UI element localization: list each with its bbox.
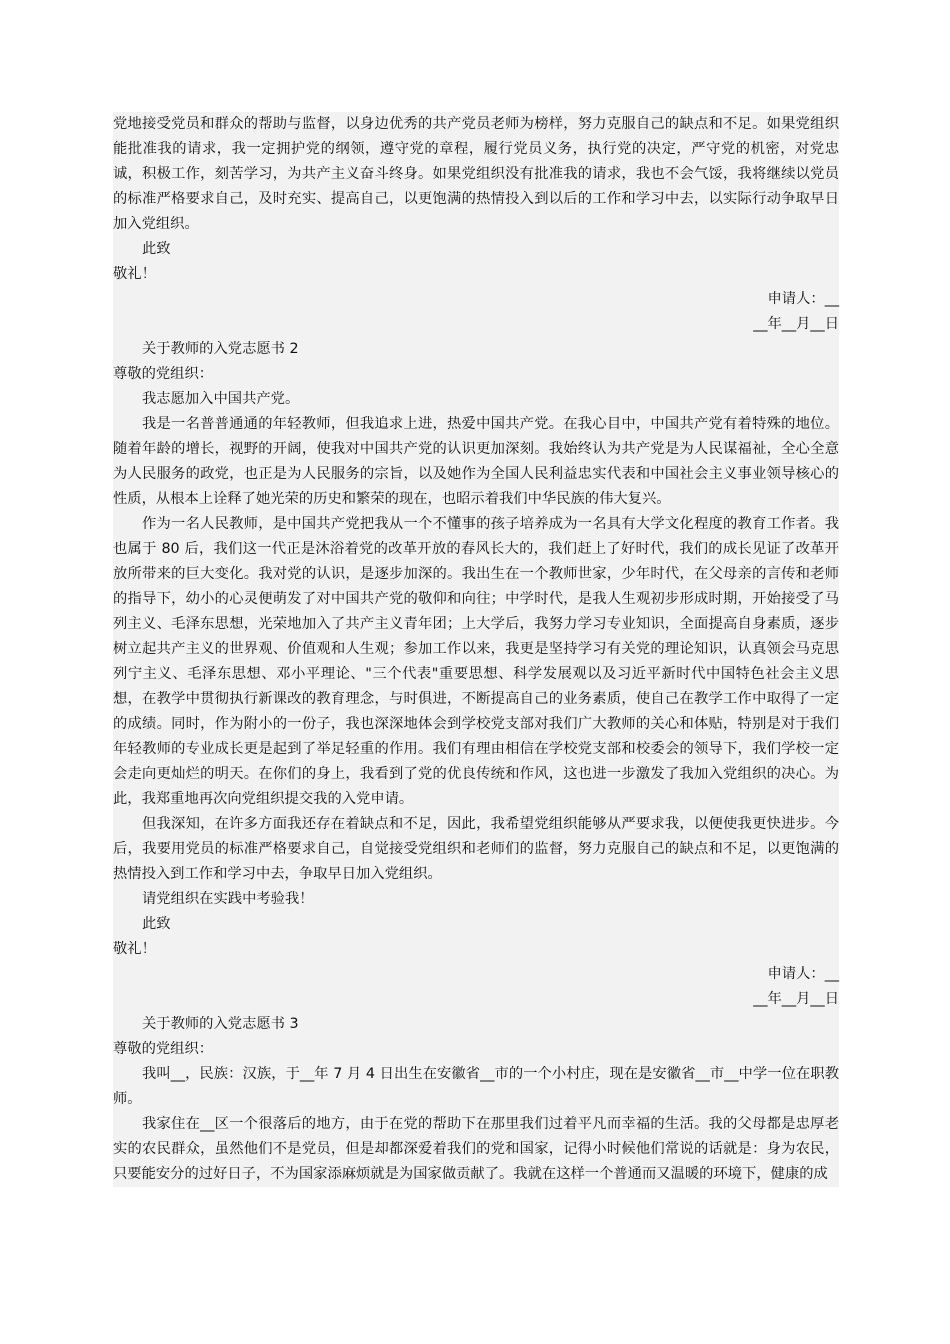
- paragraph: 但我深知，在许多方面我还存在着缺点和不足，因此，我希望党组织能够从严要求我，以便使我更快进步。今后，我要用党员的标准严格要求自己，自觉接受党组织和老师们的监督，努力克服自己的缺点和不足，以更饱满的热情投入到工作和学习中去，争取早日加入党组织。: [113, 812, 839, 887]
- paragraph: 请党组织在实践中考验我！: [113, 887, 839, 912]
- salute-line: 敬礼！: [113, 262, 839, 287]
- paragraph: 作为一名人民教师，是中国共产党把我从一个不懂事的孩子培养成为一名具有大学文化程度的教育工作者。我也属于 80 后，我们这一代正是沐浴着党的改革开放的春风长大的，我们赶上了好时代，我们的成长见证了改革开放所带来的巨大变化。我对党的认识，是逐步加深的。我出生在一个教师世家，少年时代，在父母亲的言传和老师的指导下，幼小的心灵便萌发了对中国共产党的敬仰和向往；中学时代，是我人生观初步形成时期，开始接受了马列主义、毛泽东思想，光荣地加入了共产主义青年团；上大学后，我努力学习专业知识，全面提高自身素质，逐步树立起共产主义的世界观、价值观和人生观；参加工作以来，我更是坚持学习有关党的理论知识，认真领会马克思列宁主义、毛泽东思想、邓小平理论、"三个代表"重要思想、科学发展观以及习近平新时代中国特色社会主义思想，在教学中贯彻执行新课改的教育理念，与时俱进，不断提高自己的业务素质，使自己在教学工作中取得了一定的成绩。同时，作为附小的一份子，我也深深地体会到学校党支部对我们广大教师的关心和体贴，特别是对于我们年轻教师的专业成长更是起到了举足轻重的作用。我们有理由相信在学校党支部和校委会的领导下，我们学校一定会走向更灿烂的明天。在你们的身上，我看到了党的优良传统和作风，这也进一步激发了我加入党组织的决心。为此，我郑重地再次向党组织提交我的入党申请。: [113, 512, 839, 812]
- section-title: 关于教师的入党志愿书 2: [113, 337, 839, 362]
- closing-line: 此致: [113, 237, 839, 262]
- applicant-signature: 申请人：__: [113, 287, 839, 312]
- intro-paragraph: 党地接受党员和群众的帮助与监督，以身边优秀的共产党员老师为榜样，努力克服自己的缺点和不足。如果党组织能批准我的请求，我一定拥护党的纲领，遵守党的章程，履行党员义务，执行党的决定，严守党的机密，对党忠诚，积极工作，刻苦学习，为共产主义奋斗终身。如果党组织没有批准我的请求，我也不会气馁，我将继续以党员的标准严格要求自己，及时充实、提高自己，以更饱满的热情投入到以后的工作和学习中去，以实际行动争取早日加入党组织。: [113, 112, 839, 237]
- section-title: 关于教师的入党志愿书 3: [113, 1012, 839, 1037]
- date-line: __年__月__日: [113, 312, 839, 337]
- paragraph: 我家住在__区一个很落后的地方，由于在党的帮助下在那里我们过着平凡而幸福的生活。我的父母都是忠厚老实的农民群众，虽然他们不是党员，但是却都深爱着我们的党和国家，记得小时候他们常说的话就是：身为农民，只要能安分的过好日子，不为国家添麻烦就是为国家做贡献了。我就在这样一个普通而又温暖的环境下，健康的成: [113, 1112, 839, 1187]
- date-line: __年__月__日: [113, 987, 839, 1012]
- closing-line: 此致: [113, 912, 839, 937]
- document-body: [113, 112, 839, 1187]
- greeting: 尊敬的党组织：: [113, 1037, 839, 1062]
- applicant-signature: 申请人：__: [113, 962, 839, 987]
- salute-line: 敬礼！: [113, 937, 839, 962]
- paragraph: 我是一名普普通通的年轻教师，但我追求上进，热爱中国共产党。在我心目中，中国共产党有着特殊的地位。随着年龄的增长，视野的开阔，使我对中国共产党的认识更加深刻。我始终认为共产党是为人民谋福祉，全心全意为人民服务的政党，也正是为人民服务的宗旨，以及她作为全国人民利益忠实代表和中国社会主义事业领导核心的性质，从根本上诠释了她光荣的历史和繁荣的现在，也昭示着我们中华民族的伟大复兴。: [113, 412, 839, 512]
- greeting: 尊敬的党组织：: [113, 362, 839, 387]
- paragraph: 我志愿加入中国共产党。: [113, 387, 839, 412]
- paragraph: 我叫__，民族：汉族，于__年 7 月 4 日出生在安徽省__市的一个小村庄，现在是安徽省__市__中学一位在职教师。: [113, 1062, 839, 1112]
